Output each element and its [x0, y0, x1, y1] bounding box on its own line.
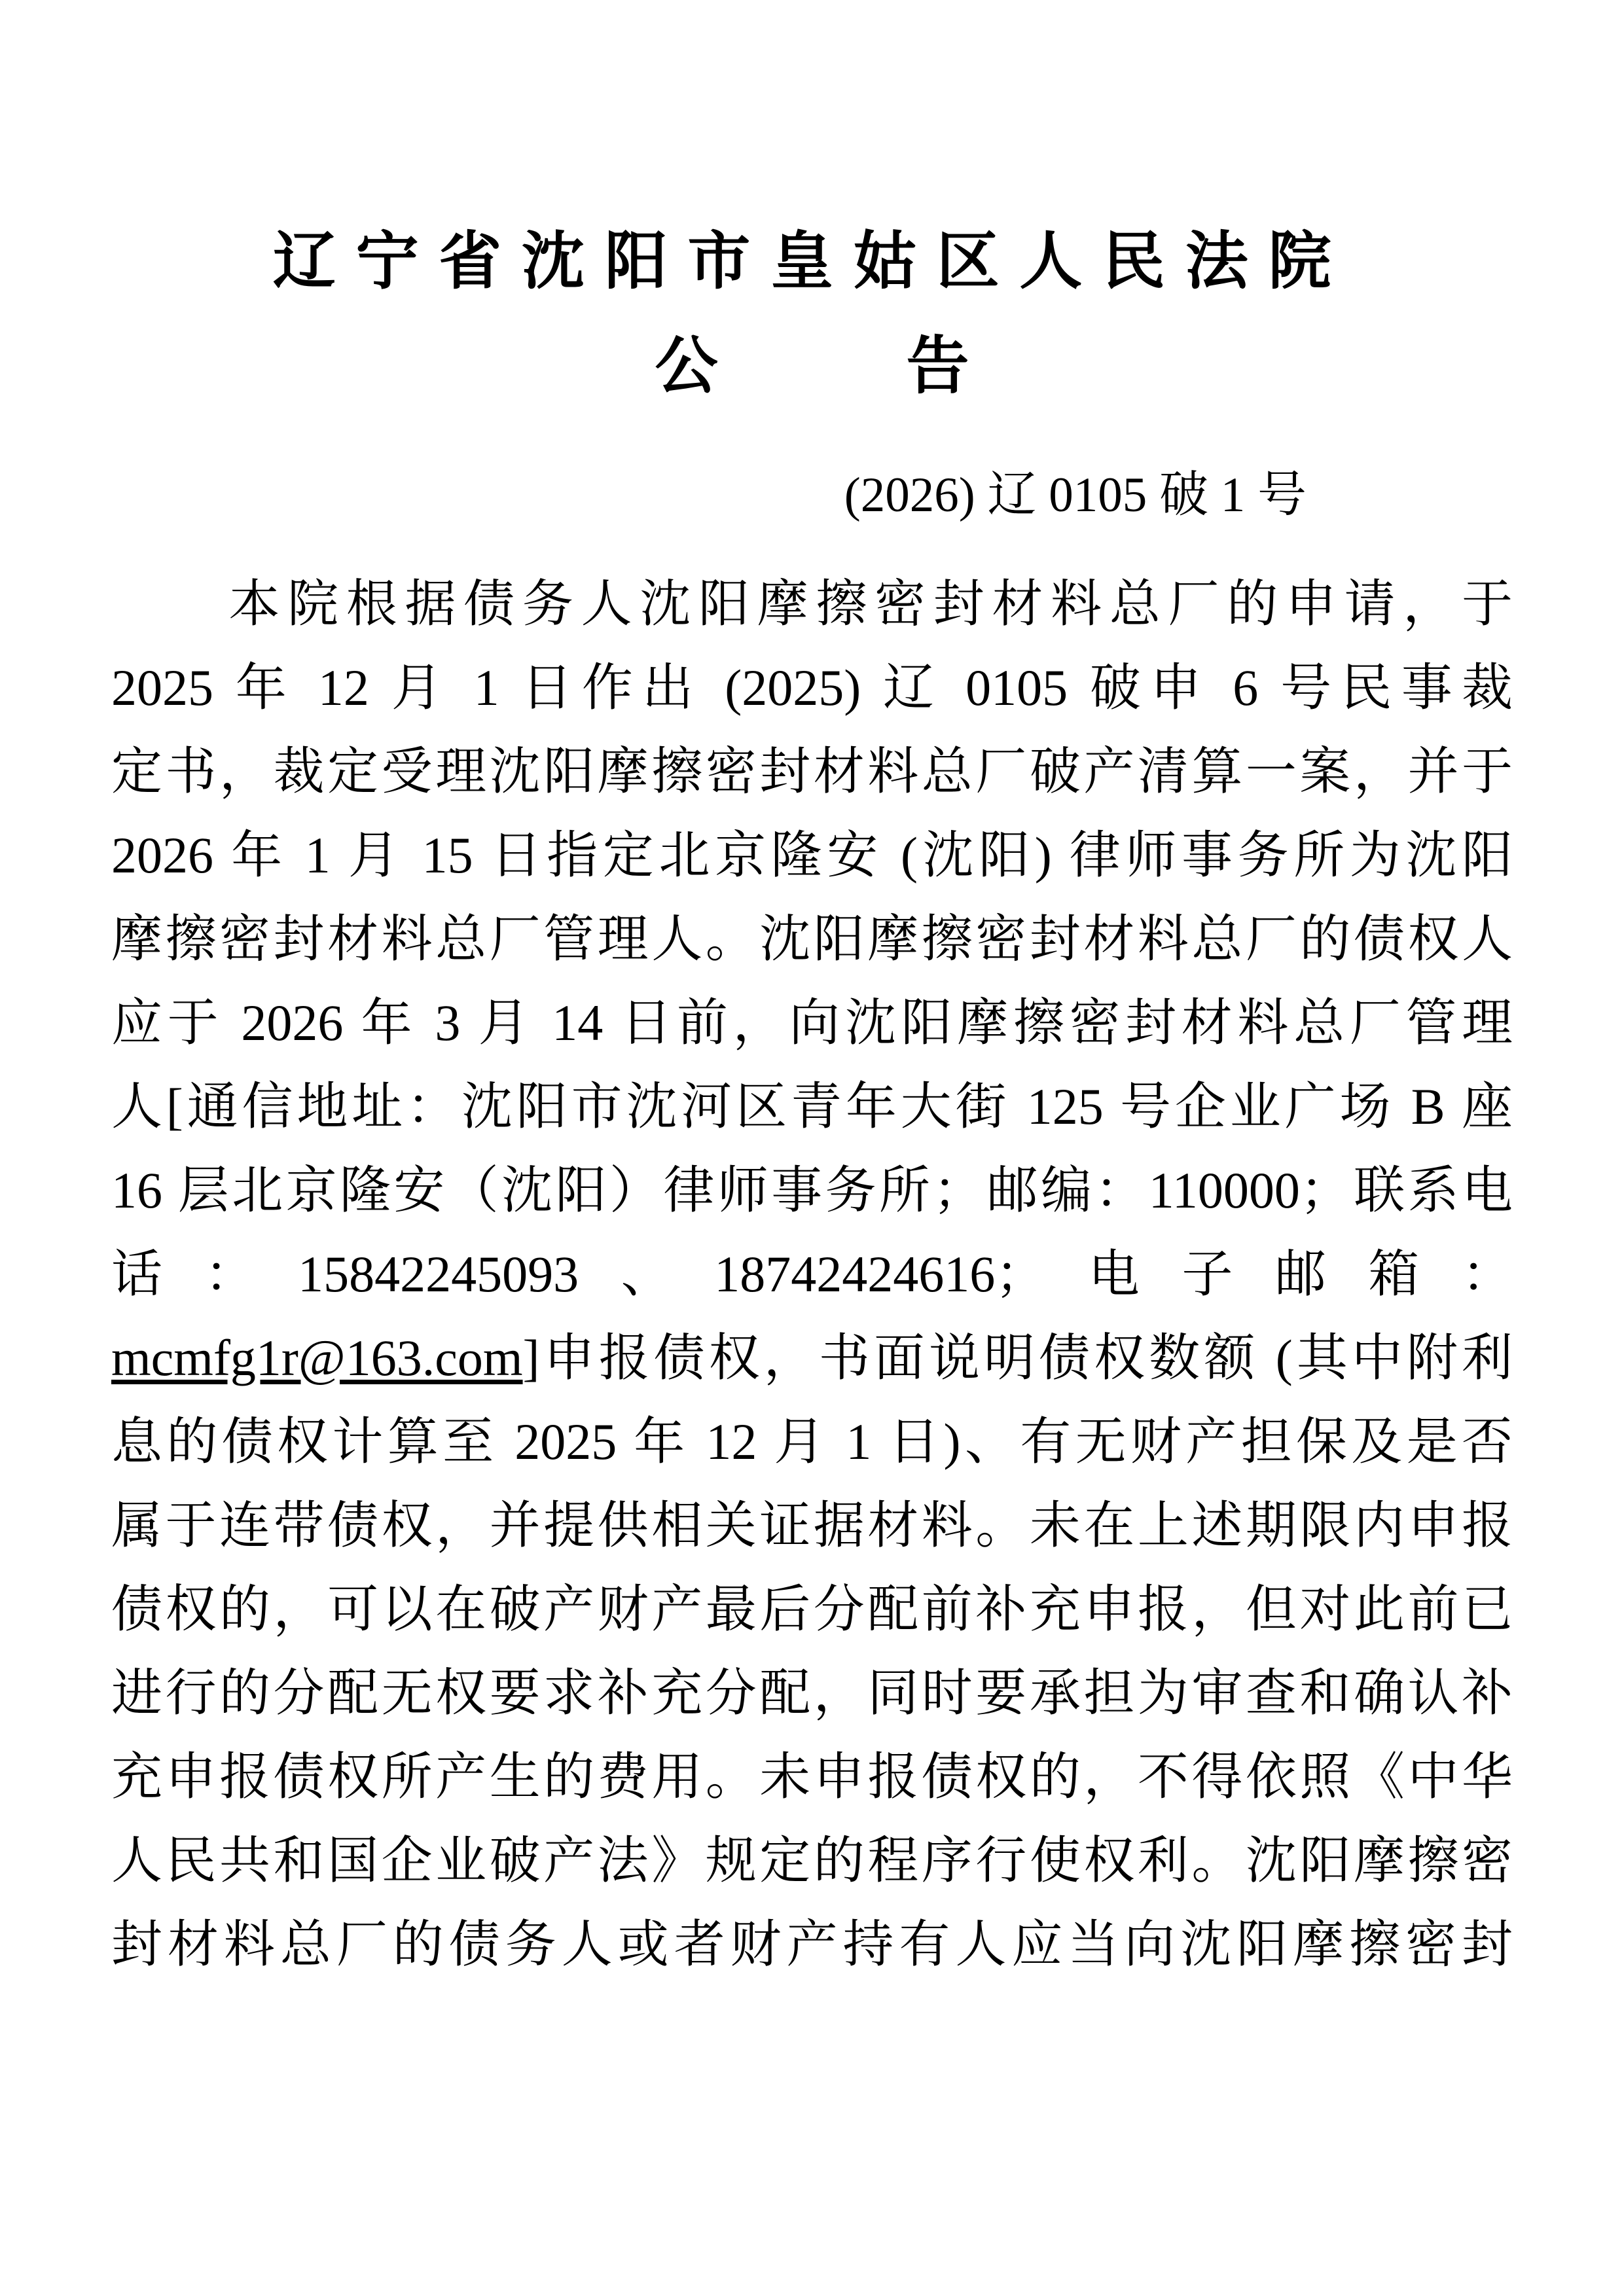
text-segment: 2026 年 1 月 15 日指定北京隆安 (沈阳) 律师事务所为沈阳: [111, 826, 1513, 884]
text-segment: 人: [111, 1077, 166, 1135]
text-segment: ]: [522, 1329, 540, 1386]
announcement-title: 公 告: [655, 331, 969, 401]
email-address: mcmfg1r@163.com: [111, 1329, 523, 1386]
text-segment: 话：15842245093、18742424616；电子邮箱：: [111, 1245, 1513, 1302]
text-segment: 申报债权，书面说明债权数额 (其中附利: [539, 1329, 1513, 1386]
text-segment: 封材料总厂的债务人或者财产持有人应当向沈阳摩擦密封: [111, 1915, 1513, 1973]
text-segment: 2025 年 12 月 1 日作出 (2025) 辽 0105 破申 6 号民事裁: [111, 658, 1513, 716]
body-line: [111, 1400, 1513, 1484]
body-line: [111, 897, 1513, 981]
court-title: 辽宁省沈阳市皇姑区人民法院: [272, 226, 1352, 296]
text-segment: 定书，裁定受理沈阳摩擦密封材料总厂破产清算一案，并于: [111, 742, 1513, 800]
body-line: [111, 1735, 1513, 1819]
body-line: [111, 1149, 1513, 1232]
body-line: [111, 981, 1513, 1065]
body-line: [111, 1316, 1513, 1400]
body-line: [111, 1065, 1513, 1149]
case-number: (2026) 辽 0105 破 1 号: [844, 468, 1307, 522]
text-segment: 应于 2026 年 3 月 14 日前，向沈阳摩擦密封材料总厂管理: [111, 994, 1513, 1051]
text-segment: [通信地址：沈阳市沈河区青年大街 125 号企业广场 B 座: [166, 1077, 1513, 1135]
body-line: [111, 1903, 1513, 1986]
body-line: [111, 730, 1513, 814]
body-line: [111, 562, 1513, 646]
announcement-body: [111, 562, 1513, 1986]
text-segment: 充申报债权所产生的费用。未申报债权的，不得依照《中华: [111, 1748, 1513, 1805]
body-line: [111, 1651, 1513, 1735]
text-segment: 摩擦密封材料总厂管理人。沈阳摩擦密封材料总厂的债权人: [111, 910, 1513, 967]
body-line: [111, 1819, 1513, 1903]
body-line: [111, 1232, 1513, 1316]
text-segment: 人民共和国企业破产法》规定的程序行使权利。沈阳摩擦密: [111, 1831, 1513, 1889]
text-segment: 16 层北京隆安（沈阳）律师事务所；邮编：110000；联系电: [111, 1161, 1513, 1219]
text-segment: 进行的分配无权要求补充分配，同时要承担为审查和确认补: [111, 1664, 1513, 1721]
body-line: [111, 1484, 1513, 1568]
body-line: [111, 814, 1513, 897]
text-segment: 债权的，可以在破产财产最后分配前补充申报，但对此前已: [111, 1580, 1513, 1638]
text-segment: 本院根据债务人沈阳摩擦密封材料总厂的申请，于: [111, 575, 1513, 632]
text-segment: 息的债权计算至 2025 年 12 月 1 日)、有无财产担保及是否: [111, 1412, 1513, 1470]
body-line: [111, 1568, 1513, 1651]
text-segment: 属于连带债权，并提供相关证据材料。未在上述期限内申报: [111, 1496, 1513, 1554]
body-line: [111, 646, 1513, 730]
